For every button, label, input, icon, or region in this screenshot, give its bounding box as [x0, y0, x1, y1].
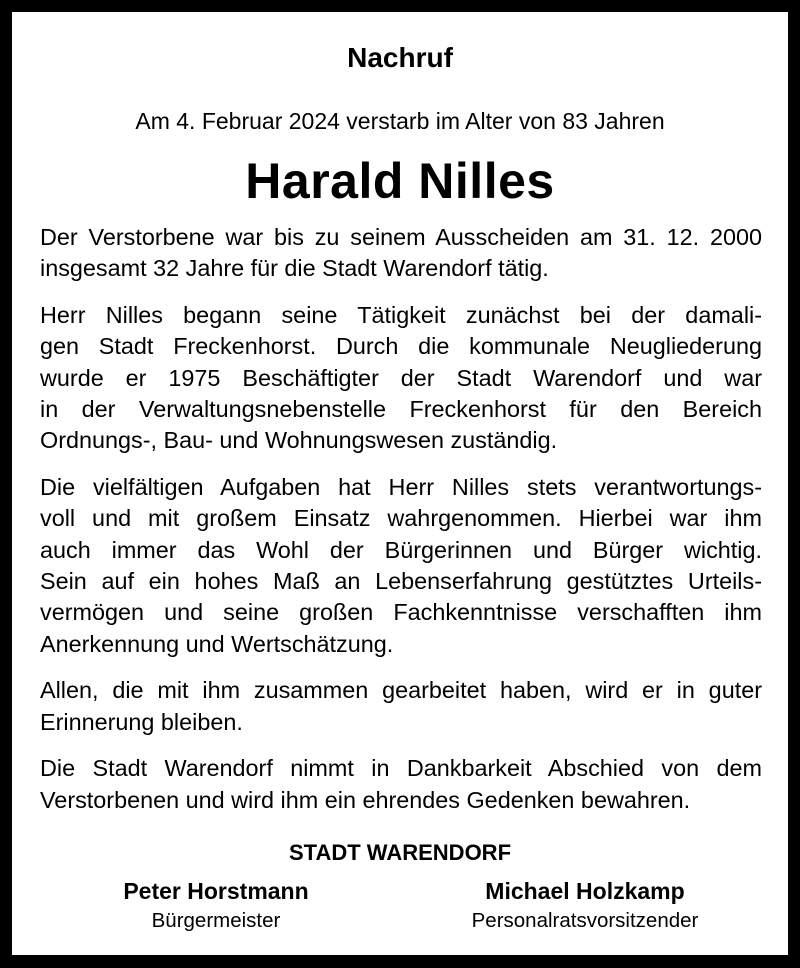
paragraph-line: insgesamt 32 Jahre für die Stadt Warendorf tätig. — [40, 255, 549, 282]
paragraph-line: voll und mit großem Einsatz wahrgenommen. Hierbei war ihm — [40, 505, 762, 532]
paragraph-line: Verstorbenen und wird ihm ein ehrendes Gedenken bewahren. — [40, 786, 691, 813]
paragraph-line: Die Stadt Warendorf nimmt in Dankbarkeit Abschied von dem — [40, 755, 762, 782]
paragraph-line: Sein auf ein hohes Maß an Lebenserfahrung gestütztes Urteils- — [40, 567, 762, 594]
paragraph — [40, 300, 762, 456]
paragraph-line: in der Verwaltungsnebenstelle Freckenhorst für den Bereich — [40, 395, 762, 422]
signatory-left — [46, 876, 386, 936]
paragraph-line: vermögen und seine großen Fachkenntnisse verschafften ihm — [40, 599, 762, 626]
paragraph-line: wurde er 1975 Beschäftigter der Stadt Warendorf und war — [40, 364, 762, 391]
signatory-role: Bürgermeister — [151, 909, 281, 932]
paragraph-line: Allen, die mit ihm zusammen gearbeitet haben, wird er in guter — [40, 677, 762, 704]
obituary-notice — [12, 12, 788, 955]
subtitle: Am 4. Februar 2024 verstarb im Alter von 83 Jahren — [135, 108, 665, 134]
paragraph-line: auch immer das Wohl der Bürgerinnen und Bürger wichtig. — [40, 536, 762, 563]
signatory-name: Michael Holzkamp — [485, 878, 685, 904]
deceased-name: Harald Nilles — [245, 153, 555, 209]
paragraph-line: Anerkennung und Wertschätzung. — [40, 630, 394, 657]
paragraph-line: Der Verstorbene war bis zu seinem Ausscheiden am 31. 12. 2000 — [40, 224, 762, 250]
signatory-role: Personalratsvorsitzender — [471, 909, 699, 932]
signatory-right — [415, 876, 755, 936]
organization: STADT WARENDORF — [288, 840, 512, 865]
paragraph — [40, 222, 762, 285]
paragraph-line: gen Stadt Freckenhorst. Durch die kommunale Neugliederung — [40, 333, 762, 360]
obituary-body — [40, 222, 762, 832]
paragraph — [40, 472, 762, 660]
paragraph — [40, 675, 762, 738]
heading: Nachruf — [347, 42, 453, 73]
paragraph-line: Erinnerung bleiben. — [40, 708, 243, 735]
signatory-name: Peter Horstmann — [123, 878, 309, 904]
paragraph — [40, 753, 762, 816]
paragraph-line: Die vielfältigen Aufgaben hat Herr Nilles stets verantwortungs- — [40, 474, 762, 501]
paragraph-line: Herr Nilles begann seine Tätigkeit zunächst bei der damali- — [40, 302, 762, 329]
paragraph-line: Ordnungs-, Bau- und Wohnungswesen zuständig. — [40, 427, 558, 454]
